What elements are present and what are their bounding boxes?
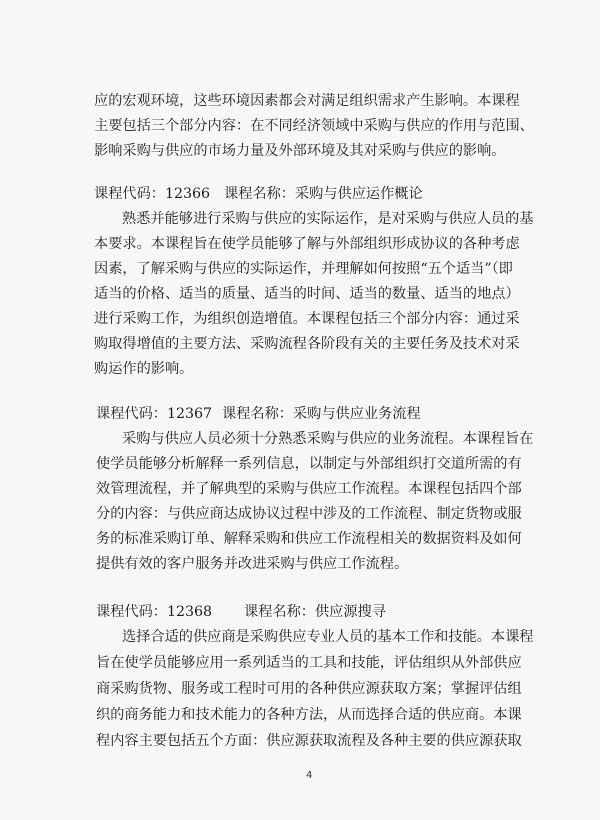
text-line: 应的宏观环境，这些环境因素都会对满足组织需求产生影响。本课程 (94, 93, 520, 109)
text-line: 提供有效的客户服务并改进采购与供应工作流程。 (96, 556, 409, 572)
text-line: 本要求。本课程旨在使学员能够了解与外部组织形成协议的各种考虑 (94, 236, 520, 252)
text-line: 织的商务能力和技术能力的各种方法，从而选择合适的供应商。本课 (96, 707, 522, 723)
course-code: 课程代码：12366 (94, 186, 211, 202)
text-line: 务的标准采购订单、解释采购和供应工作流程相关的数据资料及如何 (96, 531, 522, 547)
text-line: 熟悉并能够进行采购与供应的实际运作，是对采购与供应人员的基 (122, 211, 534, 227)
text-line: 购运作的影响。 (94, 361, 194, 377)
text-line: 程内容主要包括五个方面：供应源获取流程及各种主要的供应源获取 (96, 733, 522, 749)
course-name: 课程名称：采购与供应业务流程 (222, 406, 421, 422)
text-line: 旨在使学员能够应用一系列适当的工具和技能，评估组织从外部供应 (96, 655, 522, 671)
text-line: 选择合适的供应商是采购供应专业人员的基本工作和技能。本课程 (122, 629, 534, 645)
text-line: 因素，了解采购与供应的实际运作，并理解如何按照“五个适当”（即 (94, 261, 513, 277)
text-line: 购取得增值的主要方法、采购流程各阶段有关的主要任务及技术对采 (94, 336, 520, 352)
course-name: 课程名称：供应源搜寻 (244, 604, 386, 620)
text-line: 效管理流程，并了解典型的采购与供应工作流程。本课程包括四个部 (96, 481, 522, 497)
course-code: 课程代码：12367 (96, 406, 213, 422)
text-line: 进行采购工作，为组织创造增值。本课程包括三个部分内容：通过采 (94, 311, 520, 327)
page-number: 4 (306, 770, 313, 781)
text-line: 影响采购与供应的市场力量及外部环境及其对采购与供应的影响。 (94, 143, 506, 159)
text-line: 商采购货物、服务或工程时可用的各种供应源获取方案；掌握评估组 (96, 681, 522, 697)
text-line: 分的内容：与供应商达成协议过程中涉及的工作流程、制定货物或服 (96, 506, 522, 522)
text-line: 适当的价格、适当的质量、适当的时间、适当的数量、适当的地点） (94, 286, 520, 302)
course-code: 课程代码：12368 (96, 604, 213, 620)
course-name: 课程名称：采购与供应运作概论 (224, 186, 423, 202)
text-line: 使学员能够分析解释一系列信息，以制定与外部组织打交道所需的有 (96, 456, 522, 472)
text-line: 主要包括三个部分内容：在不同经济领域中采购与供应的作用与范围、 (94, 118, 534, 134)
text-line: 采购与供应人员必须十分熟悉采购与供应的业务流程。本课程旨在 (122, 431, 534, 447)
